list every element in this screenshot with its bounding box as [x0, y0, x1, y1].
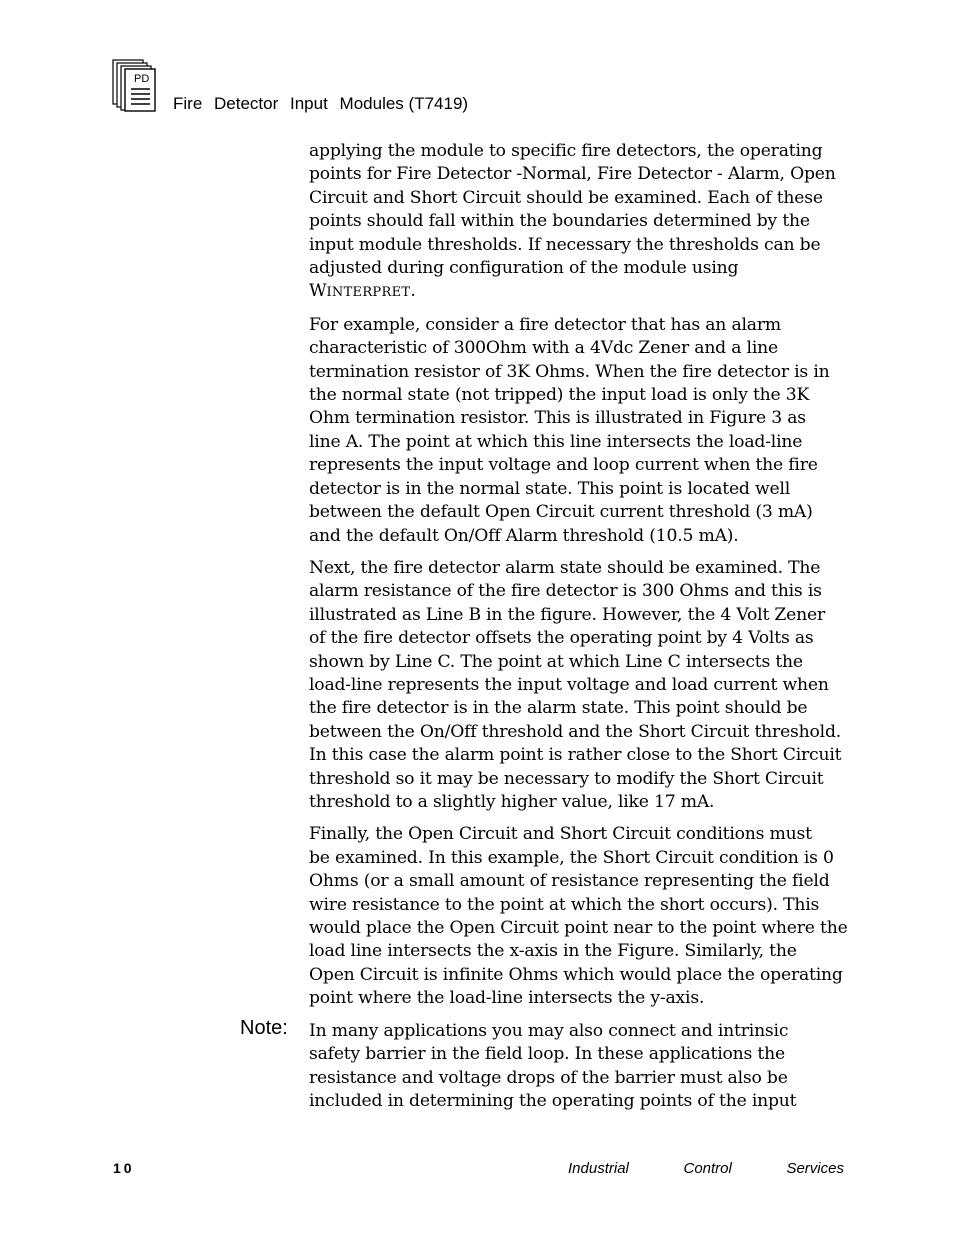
- body-paragraph-3: Next, the fire detector alarm state should be examined. The alarm resistance of the fire detector is 300 Ohms and this is illustrated as Line B in the figure. However, the 4 Volt Zener of the fire detector offsets the operating point by 4 Volts as shown by Line C. The point at which Line C intersects the load-line represents the input voltage and load current when the fire detector is in the alarm state. This point should be between the On/Off threshold and the Short Circuit threshold. In this case the alarm point is rather close to the Short Circuit threshold so it may be necessary to modify the Short Circuit threshold to a slightly higher value, like 17 mA.: [309, 557, 842, 812]
- body-paragraph-2: For example, consider a fire detector that has an alarm characteristic of 300Ohm with a 4Vdc Zener and a line termination resistor of 3K Ohms. When the fire detector is in the normal state (not tripped) the input load is only the 3K Ohm termination resistor. This is illustrated in Figure 3 as line A. The point at which this line intersects the load-line represents the input voltage and loop current when the fire detector is in the normal state. This point is located well between the default Open Circuit current threshold (3 mA) and the default On/Off Alarm threshold (10.5 mA).: [309, 314, 830, 546]
- header-title-word: (T7419): [408, 94, 469, 113]
- header-title-word: Modules: [339, 94, 404, 113]
- footer-company-word: Industrial: [568, 1160, 629, 1177]
- logo-text: PD: [134, 73, 150, 85]
- document-stack-logo-icon: [112, 59, 156, 113]
- note-text: In many applications you may also connect and intrinsic safety barrier in the field loop. In these applications the resistance and voltage drops of the barrier must also be included in determining the operating points of the input: [309, 1021, 797, 1112]
- footer-company-word: Services: [786, 1160, 844, 1177]
- body-paragraph-1: applying the module to specific fire detectors, the operating points for Fire Detector -Normal, Fire Detector - Alarm, Open Circuit and Short Circuit should be examined. Each of these points should fall within the boundaries determined by the input module thresholds. If necessary the thresholds can be adjusted during configuration of the module using WINTERPRET.: [309, 141, 836, 302]
- header-title-word: Fire: [173, 94, 203, 113]
- note-label: Note:: [240, 1017, 288, 1039]
- paragraph-1-text: applying the module to specific fire detectors, the operating points for Fire Detector -Normal, Fire Detector - Alarm, Open Circuit and Short Circuit should be examined. Each of these points should fall within the boundaries determined by the input module thresholds. If necessary the thresholds can be adjusted during configuration of the module using: [309, 141, 836, 279]
- footer-company-word: Control: [683, 1160, 732, 1177]
- header-title-word: Detector: [214, 94, 279, 113]
- header-title-word: Input: [290, 94, 328, 113]
- page-header-title: [173, 94, 468, 114]
- page-number: 10: [113, 1160, 135, 1176]
- footer-company-name: [568, 1160, 844, 1177]
- product-name-winterpret: WINTERPRET: [309, 281, 411, 302]
- body-paragraph-4: Finally, the Open Circuit and Short Circuit conditions must be examined. In this example, the Short Circuit condition is 0 Ohms (or a small amount of resistance representing the field wire resistance to the point at which the short occurs). This would place the Open Circuit point near to the point where the load line intersects the x-axis in the Figure. Similarly, the Open Circuit is infinite Ohms which would place the operating point where the load-line intersects the y-axis.: [309, 824, 848, 1009]
- body-text-column: [309, 140, 849, 1020]
